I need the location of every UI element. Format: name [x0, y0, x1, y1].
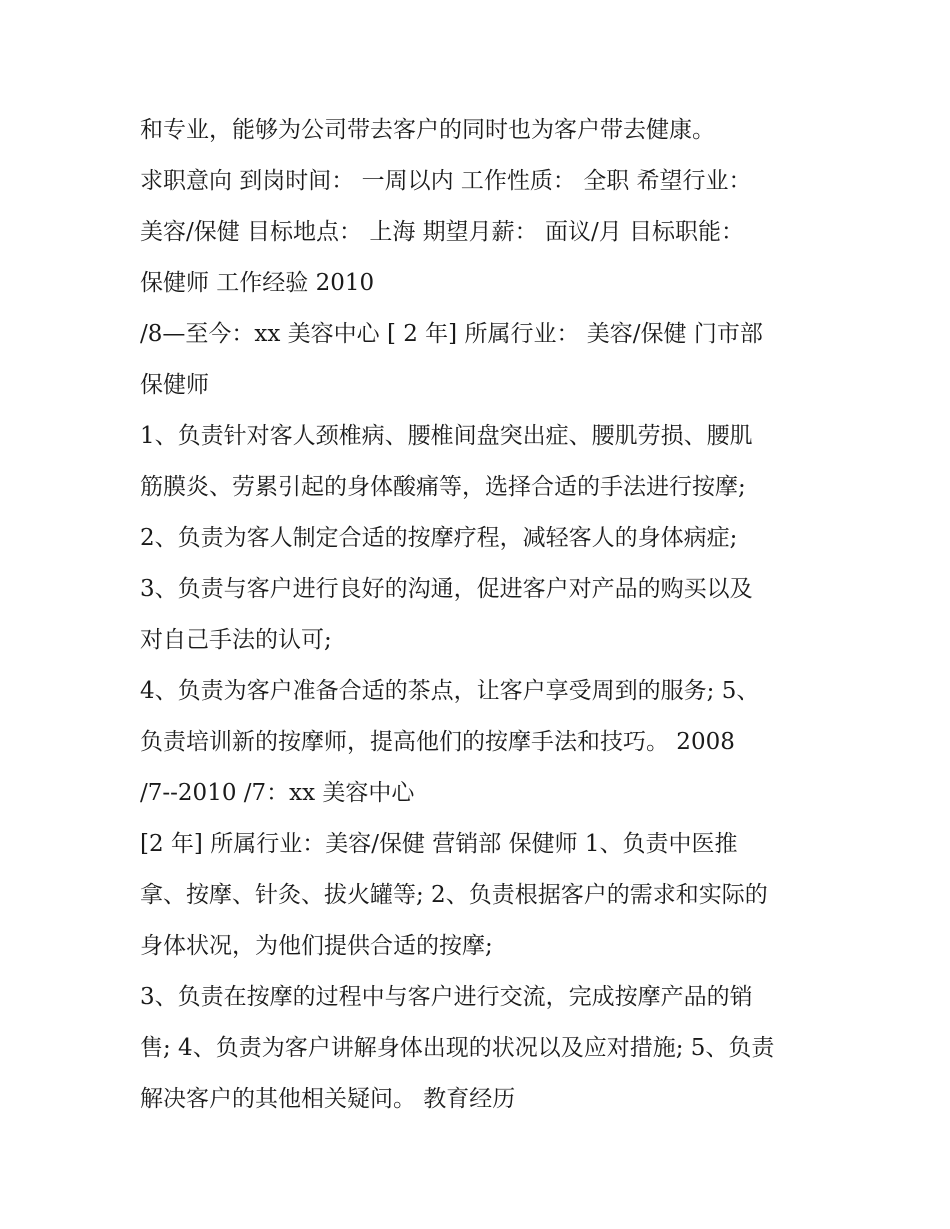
text-line: 3、负责在按摩的过程中与客户进行交流，完成按摩产品的销	[140, 984, 753, 1010]
text-line: 拿、按摩、针灸、拔火罐等; 2、负责根据客户的需求和实际的	[140, 882, 768, 908]
text-line: 保健师	[140, 372, 209, 398]
text-line: 对自己手法的认可;	[140, 627, 332, 653]
text-line: 1、负责针对客人颈椎病、腰椎间盘突出症、腰肌劳损、腰肌	[140, 423, 753, 449]
text-line: 求职意向 到岗时间： 一周以内 工作性质： 全职 希望行业：	[140, 168, 752, 194]
text-line: 和专业，能够为公司带去客户的同时也为客户带去健康。	[140, 117, 715, 143]
text-line: 解决客户的其他相关疑问。 教育经历	[140, 1086, 516, 1112]
text-line: 售; 4、负责为客户讲解身体出现的状况以及应对措施; 5、负责	[140, 1035, 775, 1061]
text-line: 筋膜炎、劳累引起的身体酸痛等，选择合适的手法进行按摩;	[140, 474, 746, 500]
text-line: /8—至今：xx 美容中心 [ 2 年] 所属行业： 美容/保健 门市部	[140, 321, 763, 347]
text-line: 2、负责为客人制定合适的按摩疗程，减轻客人的身体病症;	[140, 525, 738, 551]
text-line: 3、负责与客户进行良好的沟通，促进客户对产品的购买以及	[140, 576, 753, 602]
text-line: 身体状况，为他们提供合适的按摩;	[140, 933, 493, 959]
text-line: 负责培训新的按摩师，提高他们的按摩手法和技巧。 2008	[140, 729, 735, 755]
text-line: 4、负责为客户准备合适的茶点，让客户享受周到的服务; 5、	[140, 678, 760, 704]
text-line: 保健师 工作经验 2010	[140, 270, 375, 296]
text-line: 美容/保健 目标地点： 上海 期望月薪： 面议/月 目标职能：	[140, 219, 745, 245]
text-line: /7--2010 /7：xx 美容中心	[140, 780, 415, 806]
text-line: [2 年] 所属行业：美容/保健 营销部 保健师 1、负责中医推	[140, 831, 738, 857]
resume-body-text	[140, 105, 820, 1125]
